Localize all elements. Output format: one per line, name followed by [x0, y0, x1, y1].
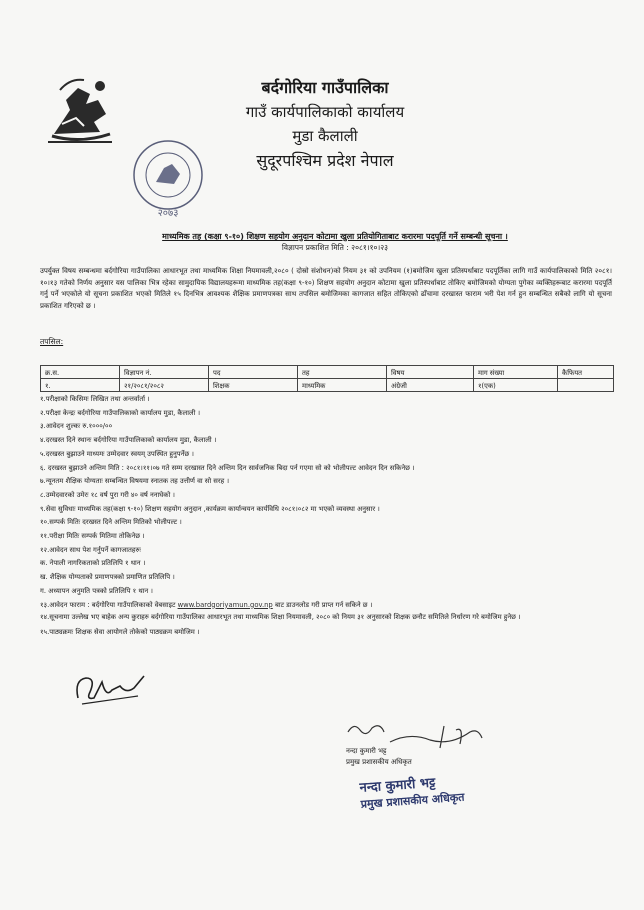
cell-level: माध्यमिक: [298, 379, 387, 392]
details-list: [40, 393, 615, 639]
list-item: ख. शैक्षिक योग्यताको प्रमाणपत्रको प्रमाणित प्रतिलिपि ।: [40, 573, 175, 582]
cell-post: शिक्षक: [209, 379, 298, 392]
officer-title: प्रमुख प्रशासकीय अधिकृत: [346, 758, 412, 766]
name-stamp: [359, 770, 501, 812]
stamp-officer-name: नन्दा कुमारी भट्ट: [359, 775, 436, 796]
list-item-application-form: १३.आवेदन फाराम : बर्दगोरिया गाउँपालिकाको वेबसाइट www.bardgoriyamun.gov.np बाट डाउनलोड गरी प्राप्त गर्न सकिने छ ।: [40, 600, 373, 609]
office-name: गाउँ कार्यपालिकाको कार्यालय: [245, 103, 405, 121]
list-item: १२.आवेदन साथ पेश गर्नुपर्ने कागजातहरुः: [40, 545, 141, 554]
list-item: ६. दरखस्त बुझाउने अन्तिम मिति : २०८१।११।०७ गते सम्म दरखास्त दिने अन्तिम दिन सार्वजनिक बिदा पर्न गएमा सो को भोलीपल्ट आवेदन दिन सकिनेछ ।: [40, 463, 415, 472]
officer-block: [346, 746, 412, 768]
list-item: क. नेपाली नागरिकताको प्रतिलिपि १ थान ।: [40, 559, 146, 568]
cell-demand: १(एक): [474, 379, 558, 392]
vacancy-table: [40, 365, 614, 392]
list-item: ११.परीक्षा मितिः सम्पर्क मितिमा तोकिनेछ ।: [40, 532, 145, 541]
publication-date: विज्ञापन प्रकाशित मिति : २०८१।१०।२३: [281, 243, 389, 252]
officer-name: नन्दा कुमारी भट्ट: [346, 747, 387, 755]
nepal-emblem-icon: [40, 70, 120, 150]
seal-year: २०७३: [157, 208, 179, 219]
office-location: मुडा कैलाली: [292, 127, 358, 145]
list-item: २.परीक्षा केन्द्रः बर्दगोरिया गाउँपालिकाको कार्यालय मुडा, कैलाली ।: [40, 408, 201, 417]
table-header-row: [41, 366, 614, 379]
office-header: [205, 76, 445, 174]
list-item: ५.दरखस्त बुझाउने माध्यमः उम्मेदवार स्वयम् उपस्थित हुनुपर्नेछ ।: [40, 449, 194, 458]
cell-subject: अंग्रेजी: [387, 379, 474, 392]
list-item: १.परीक्षाको किसिमः लिखित तथा अन्तर्वार्ता ।: [40, 395, 150, 403]
list-item: ७.न्यूनतम शैक्षिक योग्यताः सम्बन्धित विषयमा स्नातक तह उत्तीर्ण वा सो सरह ।: [40, 477, 230, 486]
cell-ad-no: २१/२०८१/२०८२: [120, 379, 209, 392]
table-row: [41, 379, 614, 392]
col-sn: क्र.स.: [41, 366, 120, 379]
col-level: तह: [298, 366, 387, 379]
office-seal-icon: [118, 130, 218, 230]
stamp-officer-title: प्रमुख प्रशासकीय अधिकृत: [360, 790, 465, 811]
list-item: १४.सूचनामा उल्लेख भए बाहेक अन्य कुराहरु बर्दगोरिया गाउँपालिका आधारभूत तथा माध्यमिक शिक्षा नियमावली, २०८० को नियम ३१ अनुसारको शिक्षक छनौट समितिले निर्धारण गरे बमोजिम हुनेछ ।: [40, 613, 521, 622]
col-subject: विषय: [387, 366, 474, 379]
col-post: पद: [209, 366, 298, 379]
cell-remarks: [558, 379, 614, 392]
cell-sn: १.: [41, 379, 120, 392]
website-link[interactable]: www.bardgoriyamun.gov.np: [177, 600, 273, 609]
list-item: ग. अध्यापन अनुमति पत्रको प्रतिलिपि १ थान ।: [40, 586, 153, 595]
col-remarks: कैफियत: [558, 366, 614, 379]
notice-title: माध्यमिक तह (कक्षा ९-१०) शिक्षण सहयोग अनुदान कोटामा खुला प्रतियोगिताबाट करारमा पदपूर्ति गर्ने सम्बन्धी सूचना ।: [162, 232, 508, 241]
list-item: १५.पाठ्यक्रमः शिक्षक सेवा आयोगले तोकेको पाठ्यक्रम बमोजिम ।: [40, 627, 200, 636]
list-item: ९.सेवा सुविधाः माध्यमिक तह(कक्षा ९-१०) शिक्षण सहयोग अनुदान ,कार्यक्रम कार्यान्वयन कार्यविधि २०८१।०८२ मा भएको व्यवस्था अनुसार ।: [40, 504, 380, 513]
col-demand: माग संख्या: [474, 366, 558, 379]
list-item: ८.उम्मेदवारको उमेरः १८ वर्ष पुरा गरी ४० वर्ष ननाघेको ।: [40, 490, 176, 499]
signature-icon: [68, 668, 158, 713]
details-heading: तपसिल:: [40, 337, 64, 346]
list-item: ४.दरखस्त दिने स्थानः बर्दगोरिया गाउँपालिकाको कार्यालय मुडा, कैलाली ।: [40, 436, 217, 445]
province-name: सुदूरपश्चिम प्रदेश नेपाल: [256, 151, 394, 170]
municipality-name: बर्दगोरिया गाउँपालिका: [261, 78, 389, 97]
list-item: ३.आवेदन शुल्कः रु.१०००/००: [40, 422, 113, 431]
notice-intro: उपर्युक्त विषय सम्बन्धमा बर्दगोरिया गाउँपालिका आधारभूत तथा माध्यमिक शिक्षा नियमावली,२०८० ( दोस्रो संशोधन)को नियम ३१ को उपनियम (१)बमोजिम खुला प्रतिस्पर्धाबाट पदपूर्तिका लागि गाउँ कार्यपालिकाको मिति २०८१।१०।१३ गतेको निर्णय अनुसार यस पालिका भित्र रहेका सामुदायिक विद्यालयहरूमा माध्यमिक तह(कक्षा ९-१०) शिक्षण सहयोग अनुदान कोटामा खुला प्रतिस्पर्धाबाट तोकिए बमोजिमको योग्यता पुगेका व्यक्तिहरूबाट करारमा पदपूर्ति गर्नु पर्ने भएकोले यो सूचना प्रकाशित भएको मितिले १५ दिनभित्र आवश्यक शैक्षिक प्रमाणपत्रका साथ तपसिल बमोजिमका कागजात सहित तोकिएको ढाँचामा दरखास्त फाराम भरी पेश गर्न हुन सम्बन्धित सबैको लागि यो सूचना प्रकाशित गरिएको छ ।: [40, 267, 612, 310]
col-ad-no: विज्ञापन नं.: [120, 366, 209, 379]
list-item: १०.सम्पर्क मितिः दरखस्त दिने अन्तिम मितिको भोलीपल्ट ।: [40, 518, 182, 527]
